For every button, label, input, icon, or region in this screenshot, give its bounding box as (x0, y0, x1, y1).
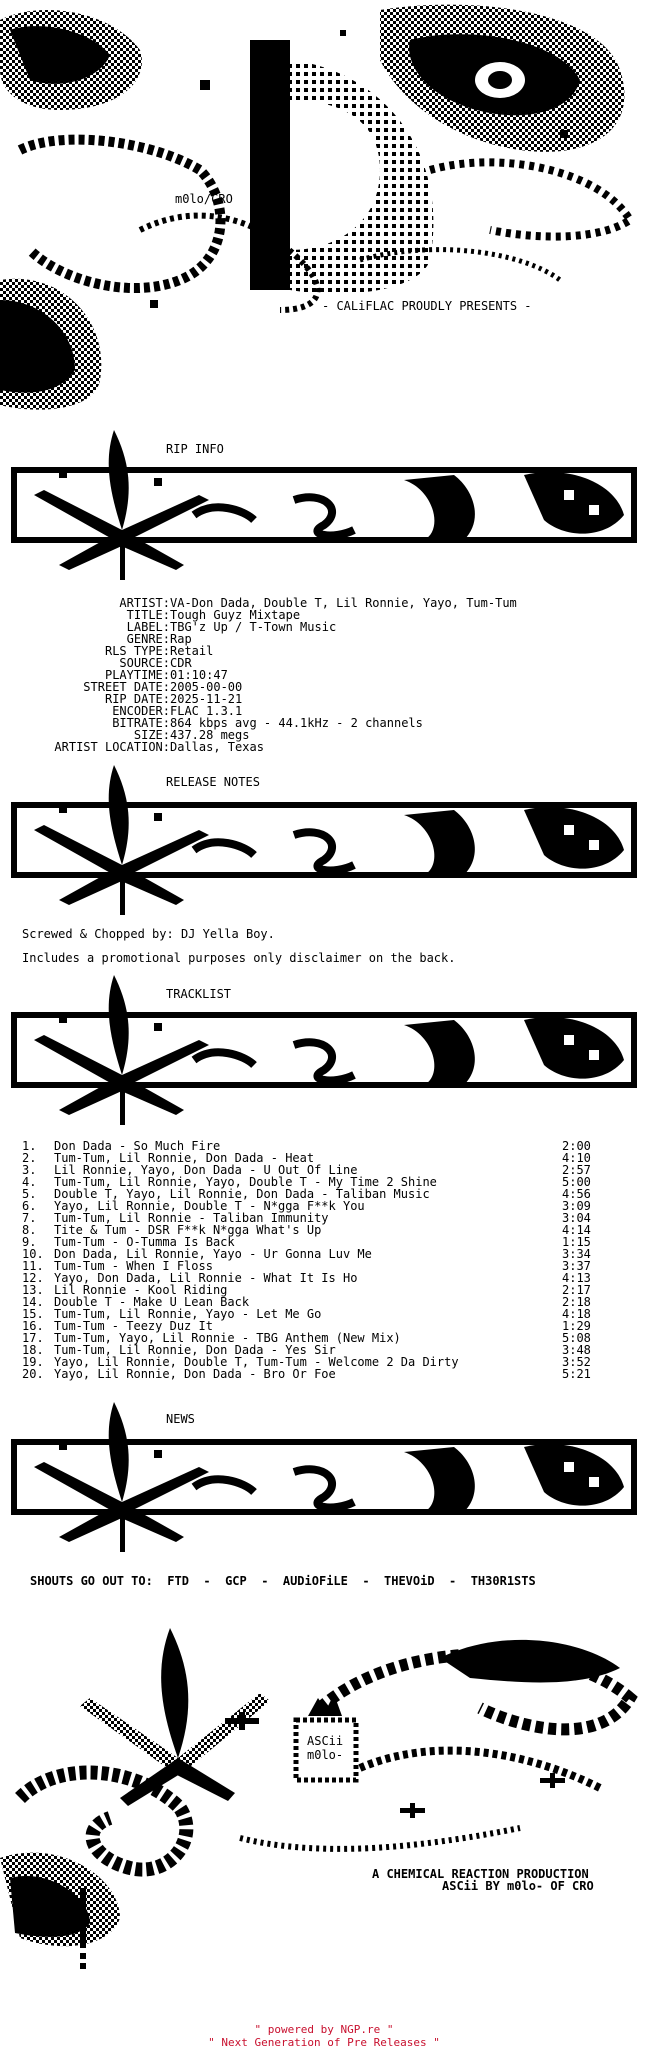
track-number: 1. (22, 1139, 37, 1153)
track-title: Don Dada - So Much Fire (54, 1139, 221, 1153)
track-number: 7. (22, 1211, 37, 1225)
rip-info-key: ENCODER: (112, 704, 170, 718)
track-number: 3. (22, 1163, 37, 1177)
rip-info-key: ARTIST LOCATION: (54, 740, 170, 754)
track-title: Tum-Tum - O-Tumma Is Back (54, 1235, 235, 1249)
track-title: Double T, Yayo, Lil Ronnie, Don Dada - Taliban Music (54, 1187, 430, 1201)
track-title: Double T - Make U Lean Back (54, 1295, 250, 1309)
track-duration: 2:17 (562, 1283, 591, 1297)
track-duration: 3:52 (562, 1355, 591, 1369)
track-duration: 3:34 (562, 1247, 591, 1261)
track-duration: 3:04 (562, 1211, 591, 1225)
track-title: Yayo, Don Dada, Lil Ronnie - What It Is Ho (54, 1271, 358, 1285)
footer-tagline: " Next Generation of Pre Releases " (208, 2036, 440, 2049)
rip-info-key: SIZE: (133, 728, 170, 742)
banner-tracklist (4, 965, 644, 1135)
rip-info-key: LABEL: (126, 620, 170, 634)
rip-info-value: Rap (170, 632, 192, 646)
track-title: Lil Ronnie, Yayo, Don Dada - U Out Of Line (54, 1163, 358, 1177)
track-duration: 2:57 (562, 1163, 591, 1177)
track-title: Don Dada, Lil Ronnie, Yayo - Ur Gonna Luv Me (54, 1247, 372, 1261)
rip-info-key: ARTIST: (119, 596, 170, 610)
artist-tag: m0lo/CRO (175, 192, 233, 206)
track-number: 10. (22, 1247, 44, 1261)
release-note-line: Includes a promotional purposes only disclaimer on the back. (22, 951, 456, 965)
credits-line2: ASCii BY m0lo- OF CRO (442, 1879, 594, 1893)
track-title: Tum-Tum, Lil Ronnie - Taliban Immunity (54, 1211, 329, 1225)
track-duration: 1:15 (562, 1235, 591, 1249)
banner-rip-info (4, 420, 644, 590)
track-title: Yayo, Lil Ronnie, Double T - N*gga F**k You (54, 1199, 365, 1213)
ascii-tag-line2: m0lo- (307, 1748, 344, 1762)
track-duration: 4:10 (562, 1151, 591, 1165)
track-title: Yayo, Lil Ronnie, Don Dada - Bro Or Foe (54, 1367, 336, 1381)
track-duration: 3:09 (562, 1199, 591, 1213)
track-number: 4. (22, 1175, 37, 1189)
rip-info-key: STREET DATE: (83, 680, 170, 694)
tracklist (0, 1140, 648, 1390)
track-duration: 3:48 (562, 1343, 591, 1357)
rip-info-value: Retail (170, 644, 214, 658)
track-number: 14. (22, 1295, 44, 1309)
track-title: Tum-Tum, Yayo, Lil Ronnie - TBG Anthem (New Mix) (54, 1331, 401, 1345)
track-number: 8. (22, 1223, 37, 1237)
track-title: Tum-Tum, Lil Ronnie, Don Dada - Heat (54, 1151, 315, 1165)
ascii-tag-line1: ASCii (307, 1734, 344, 1748)
rip-info-value: 2005-00-00 (170, 680, 243, 694)
track-number: 2. (22, 1151, 37, 1165)
track-title: Lil Ronnie - Kool Riding (54, 1283, 228, 1297)
rip-info-key: GENRE: (126, 632, 170, 646)
rip-info-key: RIP DATE: (104, 692, 170, 706)
rip-info-key: BITRATE: (112, 716, 170, 730)
track-duration: 3:37 (562, 1259, 591, 1273)
track-title: Tum-Tum, Lil Ronnie, Yayo - Let Me Go (54, 1307, 322, 1321)
tracklist-row (22, 1368, 602, 1380)
rip-info-value: 2025-11-21 (170, 692, 243, 706)
rip-info-value: 864 kbps avg - 44.1kHz - 2 channels (170, 716, 423, 730)
banner-release-notes (4, 755, 644, 925)
rip-info-value: VA-Don Dada, Double T, Lil Ronnie, Yayo, Tum-Tum (170, 596, 517, 610)
rip-info-value: CDR (170, 656, 192, 670)
track-number: 9. (22, 1235, 37, 1249)
rip-info-value: FLAC 1.3.1 (170, 704, 243, 718)
release-note-line: Screwed & Chopped by: DJ Yella Boy. (22, 927, 275, 941)
header-art (0, 0, 648, 420)
section-title-release-notes: RELEASE NOTES (166, 775, 260, 789)
section-title-tracklist: TRACKLIST (166, 987, 232, 1001)
track-number: 11. (22, 1259, 44, 1273)
rip-info-value: Dallas, Texas (170, 740, 264, 754)
credits-line1: A CHEMICAL REACTION PRODUCTION (372, 1867, 589, 1881)
rip-info-value: TBG'z Up / T-Town Music (170, 620, 337, 634)
track-duration: 1:29 (562, 1319, 591, 1333)
track-number: 16. (22, 1319, 44, 1333)
track-duration: 2:18 (562, 1295, 591, 1309)
track-duration: 5:00 (562, 1175, 591, 1189)
track-title: Tite & Tum - DSR F**k N*gga What's Up (54, 1223, 322, 1237)
track-duration: 4:14 (562, 1223, 591, 1237)
track-title: Tum-Tum, Lil Ronnie, Don Dada - Yes Sir (54, 1343, 336, 1357)
rip-info-value: Tough Guyz Mixtape (170, 608, 301, 622)
track-title: Tum-Tum - When I Floss (54, 1259, 213, 1273)
track-duration: 2:00 (562, 1139, 591, 1153)
footer-powered-by: " powered by NGP.re " (254, 2023, 394, 2036)
track-duration: 4:13 (562, 1271, 591, 1285)
track-number: 17. (22, 1331, 44, 1345)
shouts-line: SHOUTS GO OUT TO: FTD - GCP - AUDiOFiLE - THEVOiD - TH30R1STS (30, 1574, 536, 1588)
track-number: 6. (22, 1199, 37, 1213)
rip-info-key: PLAYTIME: (104, 668, 170, 682)
track-number: 18. (22, 1343, 44, 1357)
section-title-rip-info: RIP INFO (166, 442, 224, 456)
track-number: 19. (22, 1355, 44, 1369)
track-number: 13. (22, 1283, 44, 1297)
rip-info-key: TITLE: (126, 608, 170, 622)
track-duration: 4:18 (562, 1307, 591, 1321)
footer-art (0, 1598, 648, 1978)
track-number: 15. (22, 1307, 44, 1321)
track-title: Tum-Tum, Lil Ronnie, Yayo, Double T - My Time 2 Shine (54, 1175, 437, 1189)
track-number: 12. (22, 1271, 44, 1285)
track-duration: 5:21 (562, 1367, 591, 1381)
rip-info-value: 01:10:47 (170, 668, 228, 682)
section-title-news: NEWS (166, 1412, 195, 1426)
track-title: Yayo, Lil Ronnie, Double T, Tum-Tum - Welcome 2 Da Dirty (54, 1355, 459, 1369)
track-title: Tum-Tum - Teezy Duz It (54, 1319, 213, 1333)
presents-banner: - CALiFLAC PROUDLY PRESENTS - (322, 299, 532, 313)
banner-news (4, 1392, 644, 1562)
track-duration: 4:56 (562, 1187, 591, 1201)
rip-info-value: 437.28 megs (170, 728, 250, 742)
track-number: 20. (22, 1367, 44, 1381)
rip-info-key: RLS TYPE: (104, 644, 170, 658)
track-duration: 5:08 (562, 1331, 591, 1345)
track-number: 5. (22, 1187, 37, 1201)
rip-info-key: SOURCE: (119, 656, 170, 670)
rip-info-table (0, 597, 648, 757)
